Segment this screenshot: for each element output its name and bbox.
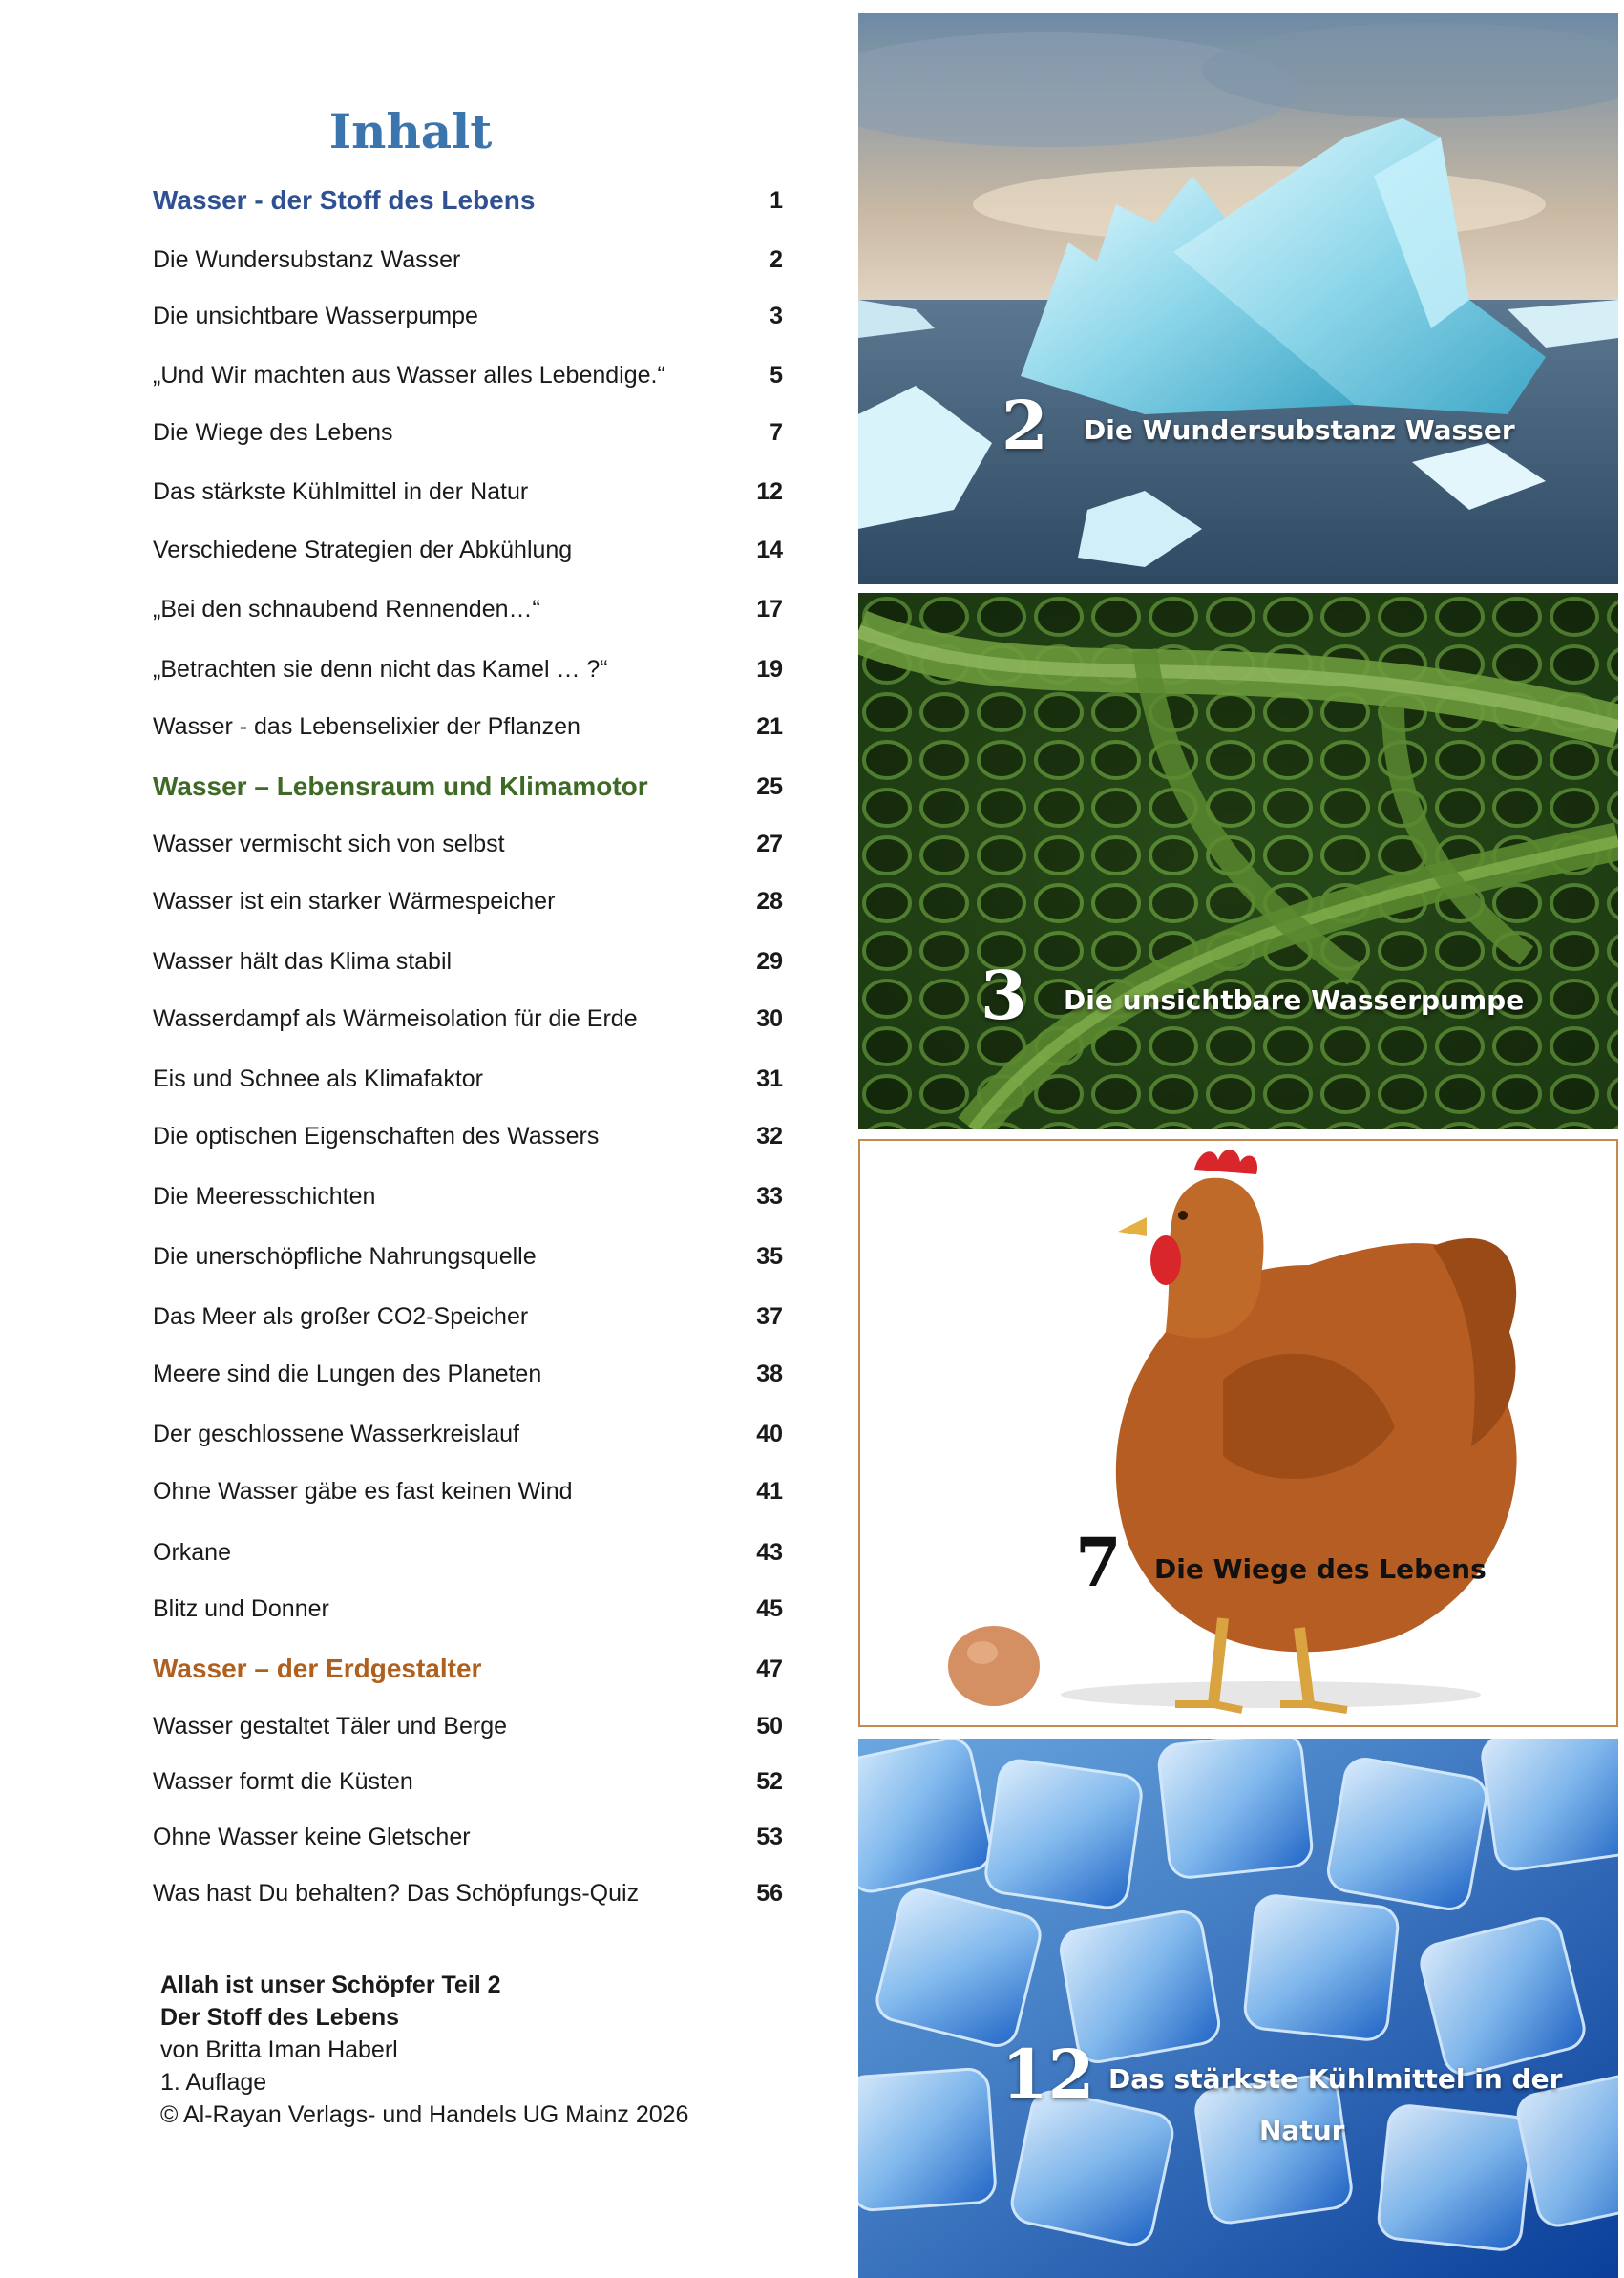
toc-entry[interactable] <box>153 413 783 452</box>
ice-cubes-image <box>858 1739 1618 2278</box>
panel-ice-cubes-number: 12 <box>1002 2035 1095 2114</box>
toc-entry-label: Blitz und Donner <box>153 1594 329 1622</box>
toc-entry-page-number: 1 <box>770 186 783 214</box>
imprint-edition: 1. Auflage <box>160 2069 267 2096</box>
toc-entry[interactable] <box>153 590 783 628</box>
toc-entry-label: Orkane <box>153 1538 231 1566</box>
toc-entry-label: Wasser vermischt sich von selbst <box>153 830 505 857</box>
toc-entry-page-number: 31 <box>756 1065 783 1092</box>
toc-entry[interactable] <box>153 297 783 335</box>
toc-entry[interactable] <box>153 241 783 279</box>
toc-entry-label: Das stärkste Kühlmittel in der Natur <box>153 477 529 505</box>
toc-entry-page-number: 45 <box>756 1594 783 1622</box>
toc-entry-page-number: 3 <box>770 302 783 329</box>
toc-entry[interactable] <box>153 1762 783 1801</box>
panel-ice-cubes-caption-line2: Natur <box>1259 2115 1345 2146</box>
toc-section-entry[interactable] <box>153 768 783 806</box>
toc-entry[interactable] <box>153 1355 783 1393</box>
toc-entry-label: Das Meer als großer CO2-Speicher <box>153 1302 529 1330</box>
toc-entry-label: Die unsichtbare Wasserpumpe <box>153 302 478 329</box>
toc-entry-page-number: 33 <box>756 1182 783 1210</box>
toc-entry-page-number: 30 <box>756 1004 783 1032</box>
toc-entry-page-number: 43 <box>756 1538 783 1566</box>
panel-plant-cells[interactable] <box>858 593 1618 1129</box>
toc-entry-label: Ohne Wasser gäbe es fast keinen Wind <box>153 1477 573 1505</box>
toc-entry-page-number: 32 <box>756 1122 783 1150</box>
toc-entry-label: Wasser formt die Küsten <box>153 1767 413 1795</box>
toc-entry[interactable] <box>153 1117 783 1155</box>
hen-image <box>860 1141 1616 1725</box>
toc-entry-label: Die unerschöpfliche Nahrungsquelle <box>153 1242 537 1270</box>
toc-entry-label: Was hast Du behalten? Das Schöpfungs-Quiz <box>153 1879 640 1907</box>
toc-entry[interactable] <box>153 1533 783 1571</box>
toc-entry-page-number: 7 <box>770 418 783 446</box>
toc-entry-page-number: 2 <box>770 245 783 273</box>
panel-hen[interactable] <box>858 1139 1618 1727</box>
toc-entry[interactable] <box>153 650 783 688</box>
toc-entry-page-number: 28 <box>756 887 783 915</box>
toc-entry-page-number: 35 <box>756 1242 783 1270</box>
toc-entry[interactable] <box>153 1874 783 1912</box>
toc-title: Inhalt <box>328 103 493 159</box>
toc-entry-page-number: 29 <box>756 947 783 975</box>
panel-ice-cubes-caption-line1: Das stärkste Kühlmittel in der <box>1108 2063 1563 2095</box>
toc-entry-page-number: 52 <box>756 1767 783 1795</box>
toc-entry[interactable] <box>153 356 783 394</box>
toc-entry[interactable] <box>153 1237 783 1276</box>
toc-entry-label: Meere sind die Lungen des Planeten <box>153 1360 542 1387</box>
toc-entry[interactable] <box>153 942 783 981</box>
toc-entry[interactable] <box>153 1472 783 1510</box>
toc-entry-label: Wasser hält das Klima stabil <box>153 947 453 975</box>
panel-ice-cubes[interactable] <box>858 1739 1618 2278</box>
imprint-title: Der Stoff des Lebens <box>160 2004 400 2031</box>
toc-entry-label: Wasser – der Erdgestalter <box>153 1654 482 1683</box>
toc-entry-page-number: 19 <box>756 655 783 683</box>
plant-cell-image <box>858 593 1618 1129</box>
toc-entry-label: Die Meeresschichten <box>153 1182 376 1210</box>
toc-entry-label: Wasser – Lebensraum und Klimamotor <box>153 771 648 801</box>
toc-entry-label: Wasserdampf als Wärmeisolation für die Erde <box>153 1004 638 1032</box>
imprint <box>160 1969 688 2131</box>
toc-entry[interactable] <box>153 1590 783 1628</box>
toc-entry-page-number: 41 <box>756 1477 783 1505</box>
toc-entry[interactable] <box>153 473 783 511</box>
toc-entry[interactable] <box>153 1060 783 1098</box>
toc-entry-label: Die optischen Eigenschaften des Wassers <box>153 1122 600 1150</box>
panel-plant-cells-number: 3 <box>981 956 1027 1035</box>
panel-hen-number: 7 <box>1075 1523 1122 1602</box>
panel-plant-cells-caption: Die unsichtbare Wasserpumpe <box>1064 984 1525 1016</box>
toc-entry[interactable] <box>153 707 783 746</box>
panel-iceberg[interactable] <box>858 13 1618 584</box>
toc-entry[interactable] <box>153 825 783 863</box>
toc-entry[interactable] <box>153 882 783 920</box>
toc-entry-label: Ohne Wasser keine Gletscher <box>153 1823 471 1850</box>
toc-entry[interactable] <box>153 1177 783 1215</box>
toc-entry-page-number: 5 <box>770 361 783 389</box>
toc-entry[interactable] <box>153 1000 783 1038</box>
toc-entry-label: Eis und Schnee als Klimafaktor <box>153 1065 484 1092</box>
toc-entry-page-number: 40 <box>756 1420 783 1447</box>
toc-entry-page-number: 21 <box>756 712 783 740</box>
toc-entry-page-number: 12 <box>756 477 783 505</box>
panel-hen-caption: Die Wiege des Lebens <box>1154 1553 1487 1585</box>
toc-entry-label: Wasser ist ein starker Wärmespeicher <box>153 887 556 915</box>
toc-section-entry[interactable] <box>153 1650 783 1688</box>
toc-entry[interactable] <box>153 1297 783 1336</box>
toc-entry[interactable] <box>153 1415 783 1453</box>
toc-entry-label: Wasser - das Lebenselixier der Pflanzen <box>153 712 580 740</box>
toc-entry-page-number: 37 <box>756 1302 783 1330</box>
imprint-author: von Britta Iman Haberl <box>160 2036 398 2063</box>
toc-entry-page-number: 56 <box>756 1879 783 1907</box>
toc-entry-page-number: 25 <box>756 772 783 800</box>
toc-entry[interactable] <box>153 531 783 569</box>
imprint-copyright: © Al-Rayan Verlags- und Handels UG Mainz 2026 <box>160 2101 689 2128</box>
toc-entry[interactable] <box>153 1818 783 1856</box>
toc-entry-page-number: 47 <box>756 1655 783 1682</box>
toc-entry-label: Die Wiege des Lebens <box>153 418 393 446</box>
toc-entry-label: „Bei den schnaubend Rennenden…“ <box>153 595 540 622</box>
toc-entry-label: Verschiedene Strategien der Abkühlung <box>153 536 573 563</box>
toc-entry-page-number: 14 <box>756 536 783 563</box>
panel-iceberg-number: 2 <box>1002 386 1048 465</box>
toc-entry-label: Der geschlossene Wasserkreislauf <box>153 1420 519 1447</box>
toc-entry-label: „Betrachten sie denn nicht das Kamel … ?“ <box>153 655 608 683</box>
toc-entry-page-number: 38 <box>756 1360 783 1387</box>
imprint-series: Allah ist unser Schöpfer Teil 2 <box>160 1972 501 1998</box>
toc-section-entry[interactable] <box>153 181 783 220</box>
toc-entry-label: „Und Wir machten aus Wasser alles Lebendige.“ <box>153 361 665 389</box>
toc-entry-label: Die Wundersubstanz Wasser <box>153 245 461 273</box>
toc-entry[interactable] <box>153 1707 783 1745</box>
toc-entry-page-number: 53 <box>756 1823 783 1850</box>
toc-entry-label: Wasser - der Stoff des Lebens <box>153 185 536 215</box>
iceberg-image <box>858 13 1618 584</box>
toc-entry-page-number: 17 <box>756 595 783 622</box>
toc-entry-page-number: 50 <box>756 1712 783 1740</box>
toc-entry-label: Wasser gestaltet Täler und Berge <box>153 1712 508 1740</box>
panel-iceberg-caption: Die Wundersubstanz Wasser <box>1084 414 1515 446</box>
toc-entry-page-number: 27 <box>756 830 783 857</box>
